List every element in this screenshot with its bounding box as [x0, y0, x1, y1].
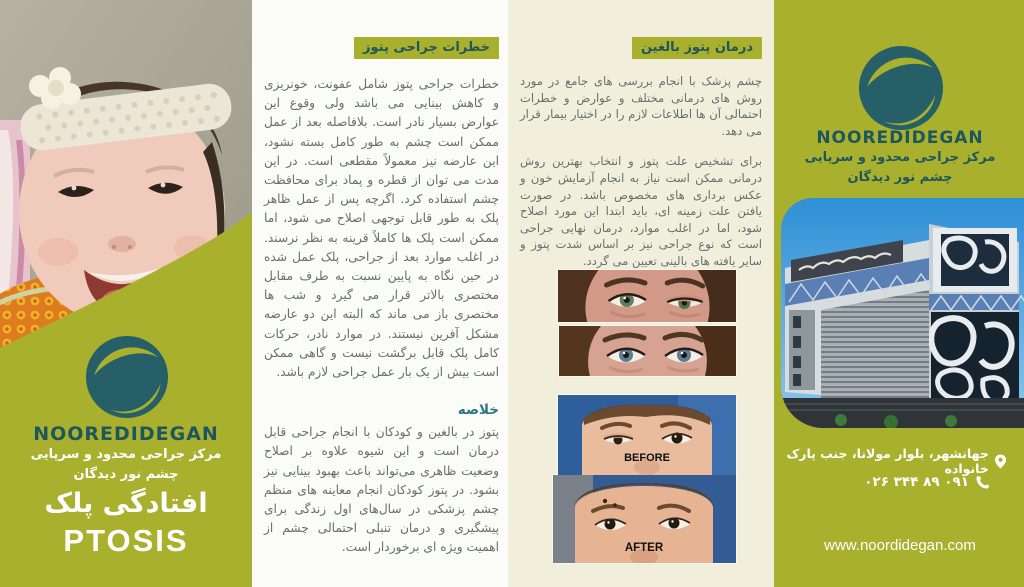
location-pin-icon: [995, 453, 1006, 470]
address-line: [774, 446, 1006, 476]
summary-body: پتوز در بالغین و کودکان با انجام جراحی قابل درمان است و این شیوه علاوه بر اصلاح وضعیت ظاهری می‌تواند باعث بهبود بینایی نیز بشود. در پتوز کودکان انجام معاینه های منظم چشم پزشکی در سال‌های اول زندگی برای پیشگیری و درمان تنبلی احتمالی چشم از اهمیت ویژه ای برخوردار است.: [264, 425, 499, 555]
risks-heading: خطرات جراحی پتوز: [354, 37, 499, 59]
treatment-paragraph-1: چشم پزشک با انجام بررسی های جامع در مورد روش های درمانی مختلف و عوارض و خطرات احتمالی آن ها اطلاعات لازم را در اختیار بیمار قرار می دهد.: [520, 74, 762, 138]
brand-name: NOOREDIDEGAN: [33, 423, 219, 445]
adult-eyes-after-photo: [559, 326, 736, 376]
address-text: جهانشهر، بلوار مولانا، جنب پارک خانواده: [786, 446, 989, 476]
risks-body: خطرات جراحی پتوز شامل عفونت، خونریزی و کاهش بینایی می باشد ولی وقوع این عوارض بسیار نادر است. بلافاصله بعد از عمل ممکن است چشم به طور کامل بسته نشود، این عارضه نیز معمولاً مقطعی است. در این مدت می توان از قطره و پماد برای محافظت چشم استفاده کرد. اگرچه پس از عمل ظاهر پلک به طور قابل توجهی اصلاح می شود، اما ممکن است پلک ها کاملاً قرینه به نظر نرسند. در اغلب موارد بعد از جراحی، پلک عمل شده در حین نگاه به پایین نسبت به طرف مقابل مختصری بالاتر قرار می گیرد و شب ها مختصری باز می ماند که البته این دو عارضه مشکل آفرین نیستند. در موارد نادر، حرکات کامل پلک قابل برگشت نیست و گاهی ممکن است بیش از یک بار عمل جراحی لازم باشد.: [264, 77, 499, 380]
child-before-photo: [558, 395, 736, 475]
summary-heading: خلاصه: [457, 402, 499, 419]
treatment-heading: درمان پتوز بالغین: [632, 37, 762, 59]
treatment-panel: [508, 0, 772, 587]
phone-line: [864, 474, 990, 490]
brand-subtitle-2: چشم نور دیدگان: [847, 170, 953, 185]
adult-eyes-before-photo: [558, 270, 736, 322]
baby-photo: [0, 0, 252, 378]
clinic-building-photo: [781, 198, 1024, 428]
website-url: www.noordidegan.com: [824, 537, 976, 554]
clinic-logo-icon: [859, 46, 943, 130]
before-after-photos: [553, 270, 736, 563]
phone-number: ۰۲۶ ۳۴۴ ۸۹ ۰۹۱: [864, 474, 969, 490]
clinic-logo-icon: [86, 336, 168, 418]
brand-subtitle-2: چشم نور دیدگان: [73, 467, 179, 482]
before-label: BEFORE: [624, 452, 670, 464]
contact-panel: [772, 0, 1024, 587]
after-label: AFTER: [624, 542, 664, 554]
brand-subtitle-1: مرکز جراحی محدود و سرپایی: [804, 150, 996, 165]
cover-panel: [0, 0, 252, 587]
cover-title-farsi: افتادگی پلک: [44, 488, 208, 519]
treatment-paragraph-2: برای تشخیص علت پتوز و انتخاب بهترین روش درمانی ممکن است نیاز به انجام آزمایش خون و عکس برداری های مخصوص باشد. در صورت یافتن علت زمینه ای، باید ابتدا این مورد اصلاح شود، اما در اغلب موارد، درمان نهایی جراحی است که نوع جراحی نیز بر اساس شدت پتوز و سایر یافته های بالینی تعیین می گردد.: [520, 154, 762, 268]
phone-icon: [975, 475, 990, 490]
child-after-photo: [553, 475, 736, 563]
brand-name: NOOREDIDEGAN: [816, 128, 984, 148]
risks-panel: [252, 0, 508, 587]
brand-subtitle-1: مرکز جراحی محدود و سرپایی: [30, 447, 222, 462]
cover-title-english: PTOSIS: [63, 523, 189, 558]
